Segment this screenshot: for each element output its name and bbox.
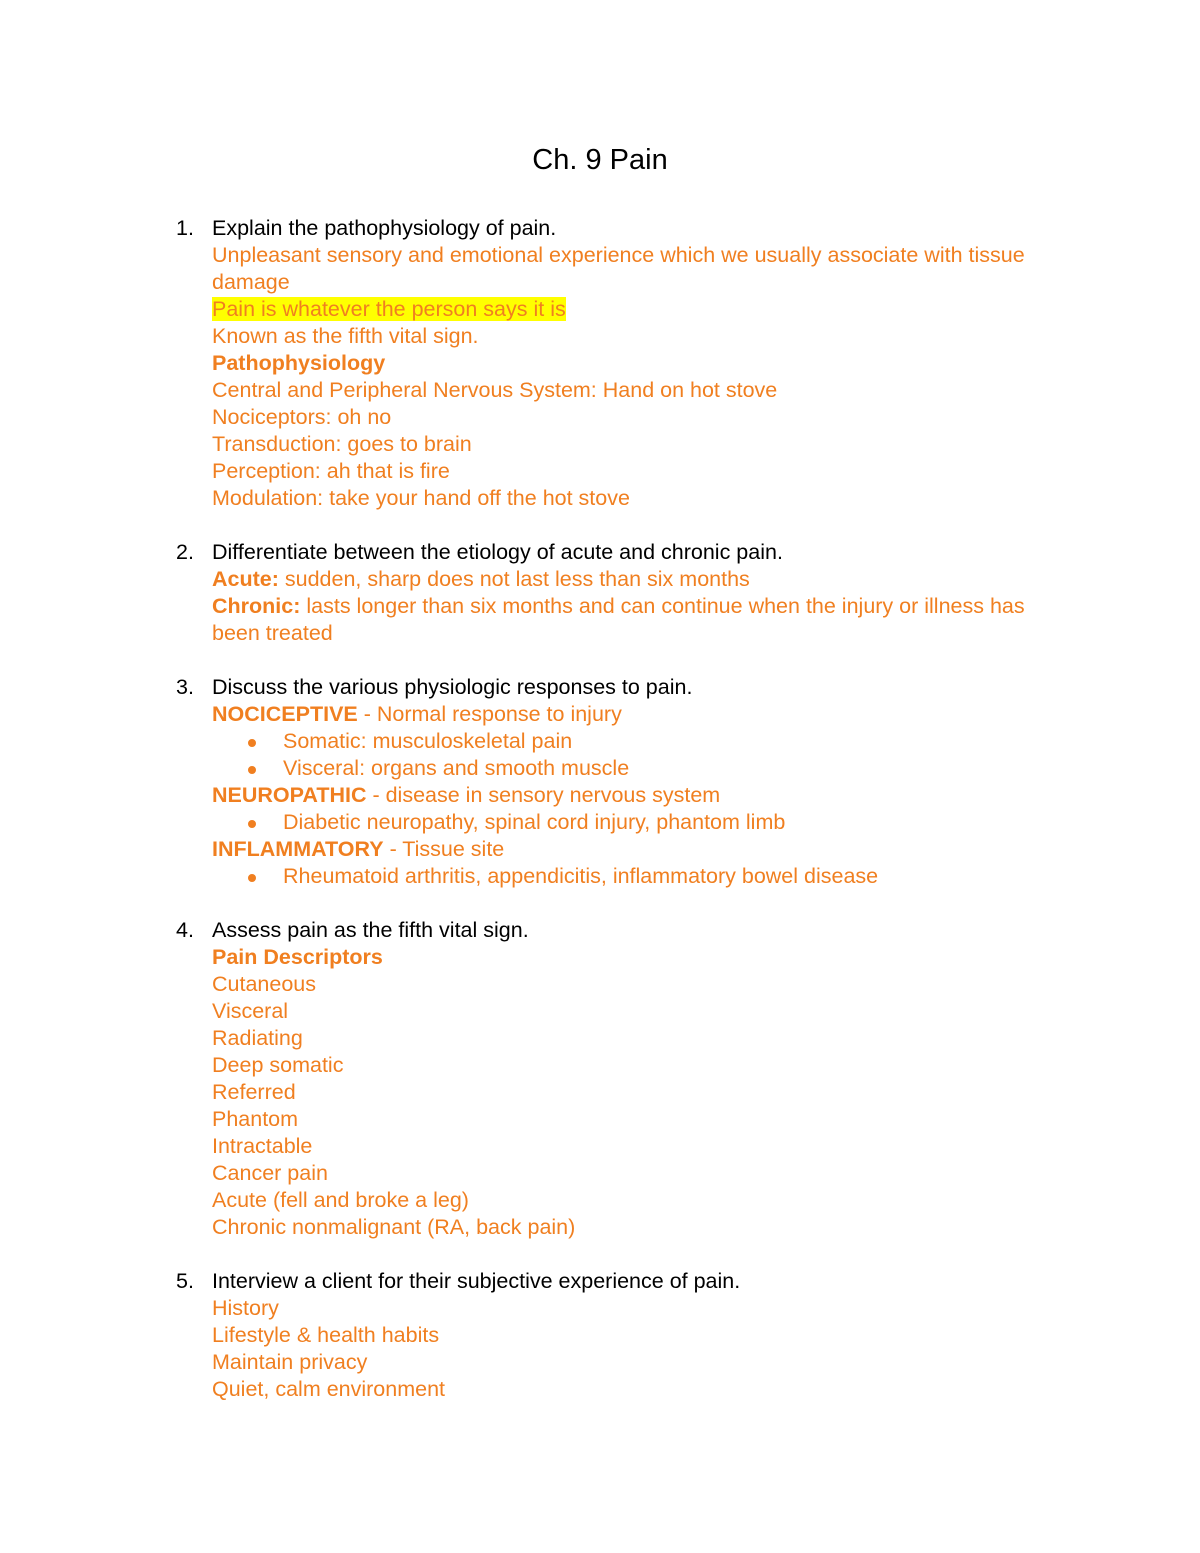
answer-heading: Pathophysiology [212,351,386,375]
answer-text: lasts longer than six months and can continue when the injury or illness has been treated [212,594,1025,645]
answer-text: sudden, sharp does not last less than six months [278,567,750,591]
answer-line: Deep somatic [212,1053,344,1077]
answer-line: Lifestyle & health habits [212,1323,440,1347]
page-title: Ch. 9 Pain [532,144,668,176]
answer-label: INFLAMMATORY [212,837,384,861]
answer-label: Acute: [212,567,279,591]
bullet-item [212,809,1200,836]
bullet-icon [248,874,256,882]
question-number: 1. [176,216,194,240]
answer-line: Cutaneous [212,972,316,996]
answer-label: Chronic: [212,594,301,618]
answer-text: - disease in sensory nervous system [366,783,721,807]
answer-label: NEUROPATHIC [212,783,367,807]
question-text: Discuss the various physiologic responses to pain. [212,675,693,699]
question-list [0,215,1200,1430]
answer-definition: Unpleasant sensory and emotional experience which we usually associate with tissue damage [212,243,1025,294]
answer-line: Cancer pain [212,1161,328,1185]
question-text: Explain the pathophysiology of pain. [212,216,557,240]
bullet-item [212,728,1200,755]
answer-line: Maintain privacy [212,1350,368,1374]
question-text: Differentiate between the etiology of acute and chronic pain. [212,540,783,564]
bullet-text: Visceral: organs and smooth muscle [283,756,630,780]
answer-inflammatory [212,836,1200,863]
answer-chronic [212,593,1062,647]
answer-heading: Pain Descriptors [212,945,383,969]
bullet-icon [248,739,256,747]
answer-line: History [212,1296,279,1320]
answer-line: Perception: ah that is fire [212,459,450,483]
question-number: 4. [176,918,194,942]
answer-line: Radiating [212,1026,303,1050]
bullet-icon [248,820,256,828]
bullet-icon [248,766,256,774]
bullet-text: Diabetic neuropathy, spinal cord injury, phantom limb [283,810,786,834]
answer-text: - Normal response to injury [357,702,622,726]
question-item-5 [0,1268,1200,1403]
bullet-item [212,863,1200,890]
question-item-1 [0,215,1200,512]
highlighted-answer: Pain is whatever the person says it is [212,297,566,321]
answer-line: Referred [212,1080,296,1104]
answer-line: Quiet, calm environment [212,1377,446,1401]
answer-acute [212,566,1200,593]
question-text: Assess pain as the fifth vital sign. [212,918,529,942]
bullet-text: Rheumatoid arthritis, appendicitis, inflammatory bowel disease [283,864,879,888]
answer-line: Central and Peripheral Nervous System: Hand on hot stove [212,378,778,402]
answer-line: Intractable [212,1134,313,1158]
question-number: 5. [176,1269,194,1293]
answer-line: Visceral [212,999,289,1023]
question-number: 3. [176,675,194,699]
bullet-item [212,755,1200,782]
answer-line: Nociceptors: oh no [212,405,392,429]
answer-line: Known as the fifth vital sign. [212,324,479,348]
answer-line: Transduction: goes to brain [212,432,472,456]
answer-line: Phantom [212,1107,299,1131]
question-item-3 [0,674,1200,890]
answer-line: Modulation: take your hand off the hot stove [212,486,630,510]
question-item-2 [0,539,1200,647]
answer-line: Acute (fell and broke a leg) [212,1188,469,1212]
question-text: Interview a client for their subjective experience of pain. [212,1269,741,1293]
answer-text: - Tissue site [383,837,505,861]
question-item-4 [0,917,1200,1241]
question-number: 2. [176,540,194,564]
answer-neuropathic [212,782,1200,809]
bullet-text: Somatic: musculoskeletal pain [283,729,573,753]
answer-nociceptive [212,701,1200,728]
answer-label: NOCICEPTIVE [212,702,358,726]
answer-line: Chronic nonmalignant (RA, back pain) [212,1215,576,1239]
